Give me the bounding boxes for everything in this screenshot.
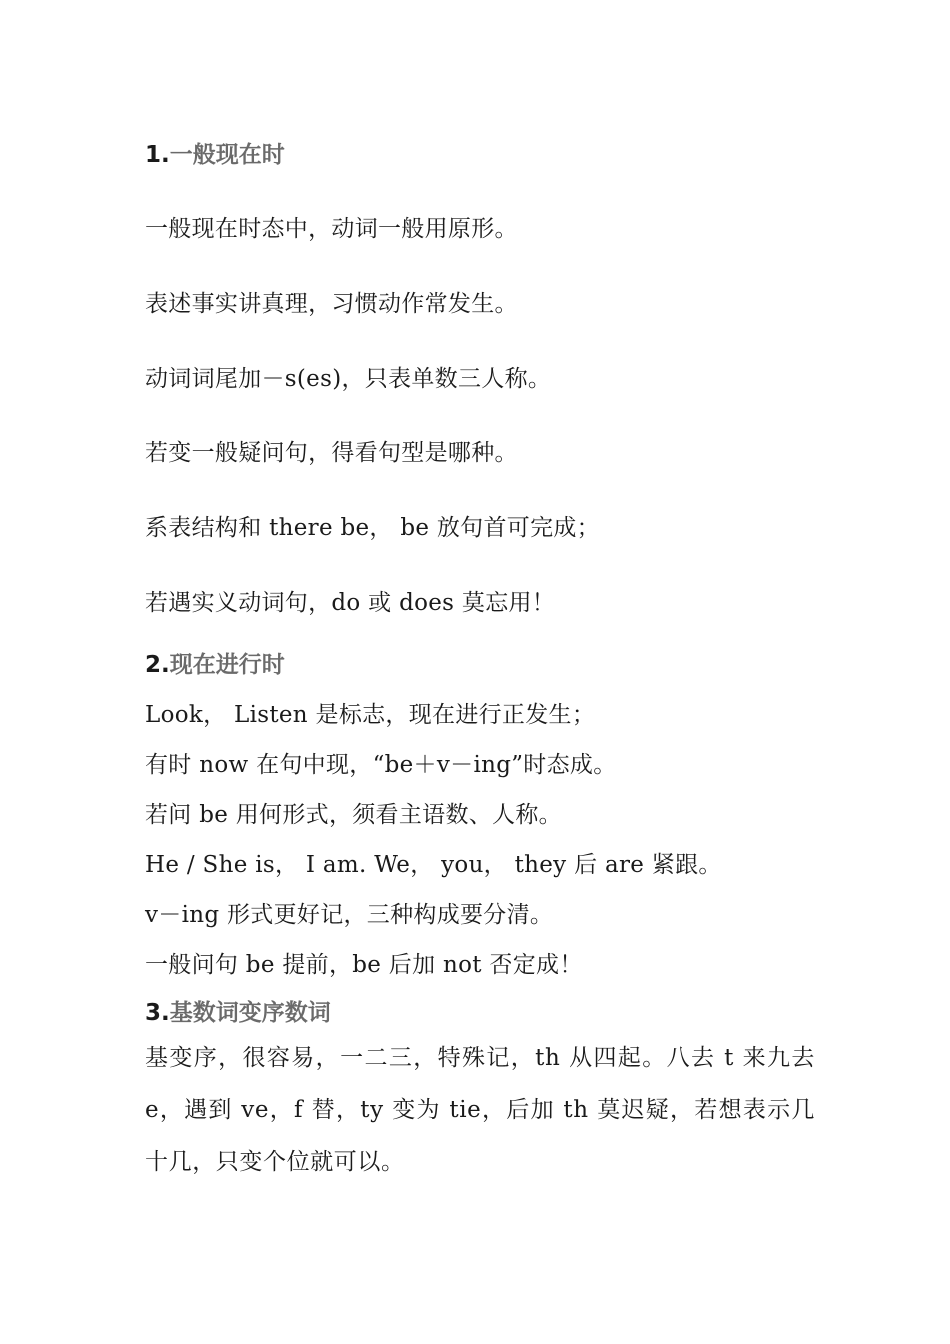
section-1-line-3: 动词词尾加－s(es)，只表单数三人称。 xyxy=(145,366,552,392)
section-3-heading xyxy=(145,994,331,1027)
section-3-title: 基数词变序数词 xyxy=(169,1000,331,1026)
section-1-title: 一般现在时 xyxy=(169,142,285,168)
section-1-line-1: 一般现在时态中，动词一般用原形。 xyxy=(145,216,518,242)
section-2-title: 现在进行时 xyxy=(169,652,285,678)
section-1-line-2: 表述事实讲真理，习惯动作常发生。 xyxy=(145,291,518,317)
section-3-number: 3. xyxy=(145,1000,170,1026)
section-1-line-5: 系表结构和 there be， be 放句首可完成； xyxy=(145,515,600,541)
section-2-heading xyxy=(145,646,285,679)
section-3-paragraph: 基变序，很容易，一二三，特殊记，th 从四起。八去 t 来九去 e，遇到 ve，f 替，ty 变为 tie，后加 th 莫迟疑，若想表示几十几，只变个位就可以。 xyxy=(145,1045,815,1175)
section-2-line-3: 若问 be 用何形式，须看主语数、人称。 xyxy=(145,802,562,828)
section-1-heading xyxy=(145,136,285,169)
section-2-line-5: v－ing 形式更好记，三种构成要分清。 xyxy=(145,902,554,928)
section-2-line-4: He / She is， I am. We， you， they 后 are 紧跟。 xyxy=(145,852,722,878)
section-1-number: 1. xyxy=(145,142,170,168)
section-1-line-6: 若遇实义动词句，do 或 does 莫忘用！ xyxy=(145,590,556,616)
section-2-line-6: 一般问句 be 提前，be 后加 not 否定成！ xyxy=(145,952,583,978)
section-2-line-1: Look， Listen 是标志，现在进行正发生； xyxy=(145,702,596,728)
section-2-number: 2. xyxy=(145,652,170,678)
section-1-line-4: 若变一般疑问句，得看句型是哪种。 xyxy=(145,440,518,466)
section-2-line-2: 有时 now 在句中现，“be＋v－ing”时态成。 xyxy=(145,752,617,778)
